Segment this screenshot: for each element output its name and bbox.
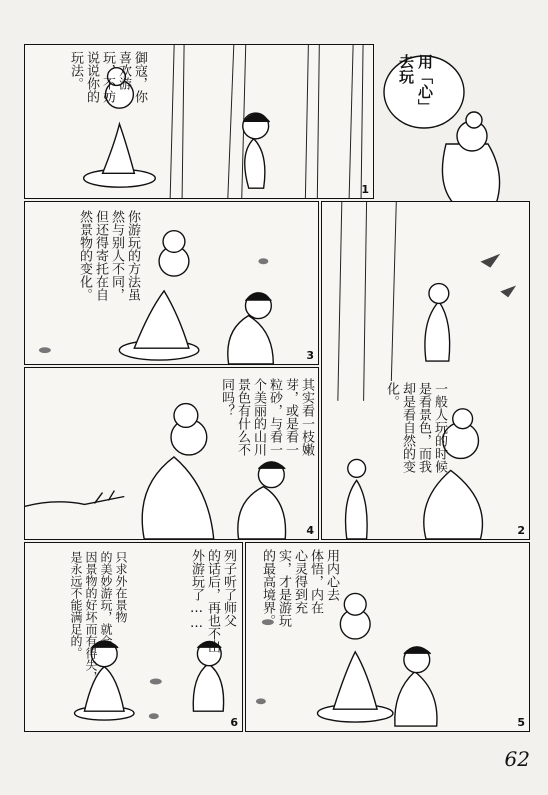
panel-number: 6 (230, 716, 238, 729)
caption-master: 御寇，你 喜欢游 玩，不妨 说说你的 玩法。 (68, 51, 147, 103)
panel-number: 5 (517, 716, 525, 729)
panel-2 (321, 201, 530, 540)
page-number: 62 (504, 747, 530, 771)
caption-narration: 列子听了师父 的话后，再也不出 外游玩了…… (189, 549, 236, 653)
caption-moral: 只求外在景物 的美妙游玩，就会 因景物的好坏而有得失， 是永远不能满足的。 (69, 551, 128, 683)
panel-6 (24, 542, 243, 732)
caption-student: 用「心」 去玩 (397, 54, 434, 114)
caption-master-conclusion: 用内心去 体悟，内在 心灵得到充 实，才是游玩 的最高境界。 (260, 549, 339, 627)
panel-number: 2 (517, 524, 525, 537)
forest-student-walking-illustration (322, 202, 529, 539)
panel-5 (245, 542, 530, 732)
panel-number: 3 (306, 349, 314, 362)
panel-4 (24, 367, 319, 540)
panel-3 (24, 201, 319, 365)
meditating-master-illustration (25, 202, 318, 364)
panel-1 (24, 44, 374, 199)
caption-student-reply: 一般人玩的时候 是看景色，而我 却是看自然的变 化。 (384, 382, 447, 473)
panel-number: 4 (306, 524, 314, 537)
caption-master-question: 其实看一枝嫩 芽，或是看一 粒砂，与看一 个美丽的山川 景色有什么不 同吗？ (219, 378, 314, 456)
caption-master-reply: 你游玩的方法虽 然与别人不同， 但还得寄托在自 然景物的变化。 (77, 210, 140, 301)
panel-number: 1 (361, 183, 369, 196)
